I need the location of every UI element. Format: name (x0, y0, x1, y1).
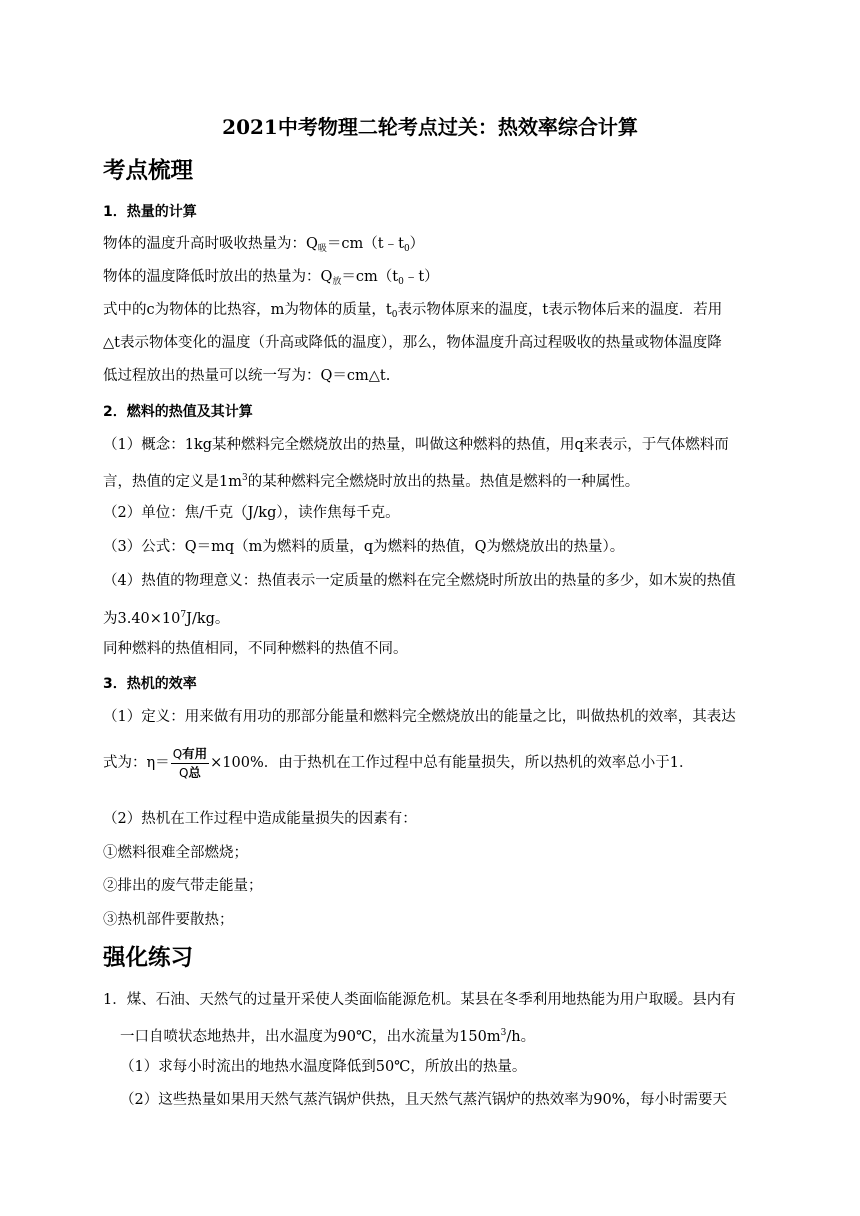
section-heading-practice: 强化练习 (103, 945, 194, 971)
question-1-subquestion: （1）求每小时流出的地热水温度降低到50℃，所放出的热量。 (120, 1059, 527, 1075)
paragraph-line: 同种燃料的热值相同，不同种燃料的热值不同。 (103, 641, 408, 657)
question-1-line: 一口自喷状态地热井，出水温度为90℃，出水流量为$150m^3/h$。 (120, 1028, 536, 1045)
paragraph-line: （2）单位：焦/千克（J/kg），读作焦每千克。 (103, 505, 400, 521)
paragraph-line: 言，热值的定义是$1m^3$的某种燃料完全燃烧时放出的热量。热值是燃料的一种属性。 (103, 473, 640, 490)
formula-heat-absorbed: 物体的温度升高时吸收热量为：$Q_吸=cm(t﹣t_0)$ (103, 236, 425, 254)
paragraph-line: △t表示物体变化的温度（升高或降低的温度），那么，物体温度升高过程吸收的热量或物体温度降 (103, 335, 722, 351)
efficiency-formula-line: 式为：η＝ $\frac{\text{Q有用}}{\text{Q总}}$ ×100%．由于热机在工作过程中总有能量损失，所以热机的效率总小于1． (103, 745, 694, 780)
paragraph-line: （2）热机在工作过程中造成能量损失的因素有： (103, 811, 417, 827)
paragraph-line: （1）定义：用来做有用功的那部分能量和燃料完全燃烧放出的能量之比，叫做热机的效率，其表达 (103, 709, 736, 725)
subheading-heat-calculation: 1．热量的计算 (103, 204, 197, 220)
formula-heat-released: 物体的温度降低时放出的热量为：$Q_放=cm(t_0﹣t)$ (103, 269, 439, 287)
paragraph-line: （4）热值的物理意义：热值表示一定质量的燃料在完全燃烧时所放出的热量的多少，如木炭的热值 (103, 573, 736, 589)
list-item: ①燃料很难全部燃烧； (103, 845, 248, 861)
paragraph-line: （1）概念：1kg某种燃料完全燃烧放出的热量，叫做这种燃料的热值，用q来表示，于气体燃料而 (103, 437, 729, 453)
question-1-subquestion: （2）这些热量如果用天然气蒸汽锅炉供热，且天然气蒸汽锅炉的热效率为90%，每小时需要天 (120, 1092, 727, 1108)
efficiency-fraction: $\frac{\text{Q有用}}{\text{Q总}}$ (172, 745, 208, 780)
subheading-engine-efficiency: 3．热机的效率 (103, 676, 197, 692)
list-item: ③热机部件要散热； (103, 912, 234, 928)
list-item: ②排出的废气带走能量； (103, 878, 263, 894)
paragraph-line: （3）公式：Q＝mq（m为燃料的质量，q为燃料的热值，Q为燃烧放出的热量）。 (103, 539, 625, 555)
section-heading-key-points: 考点梳理 (103, 158, 194, 184)
subheading-fuel-heat-value: 2．燃料的热值及其计算 (103, 404, 253, 420)
paragraph-line: 低过程放出的热量可以统一写为：Q＝cm△t. (103, 368, 391, 384)
document-title: 2021中考物理二轮考点过关：热效率综合计算 (222, 115, 638, 139)
paragraph-line: 式中的c为物体的比热容，m为物体的质量，$t_0$表示物体原来的温度，t表示物体后来的温度．若用 (103, 302, 723, 320)
question-1-line: 1．煤、石油、天然气的过量开采使人类面临能源危机。某县在冬季利用地热能为用户取暖。县内有 (103, 992, 736, 1008)
paragraph-line: 为$3.40\times 10^7J/kg$。 (103, 610, 230, 627)
